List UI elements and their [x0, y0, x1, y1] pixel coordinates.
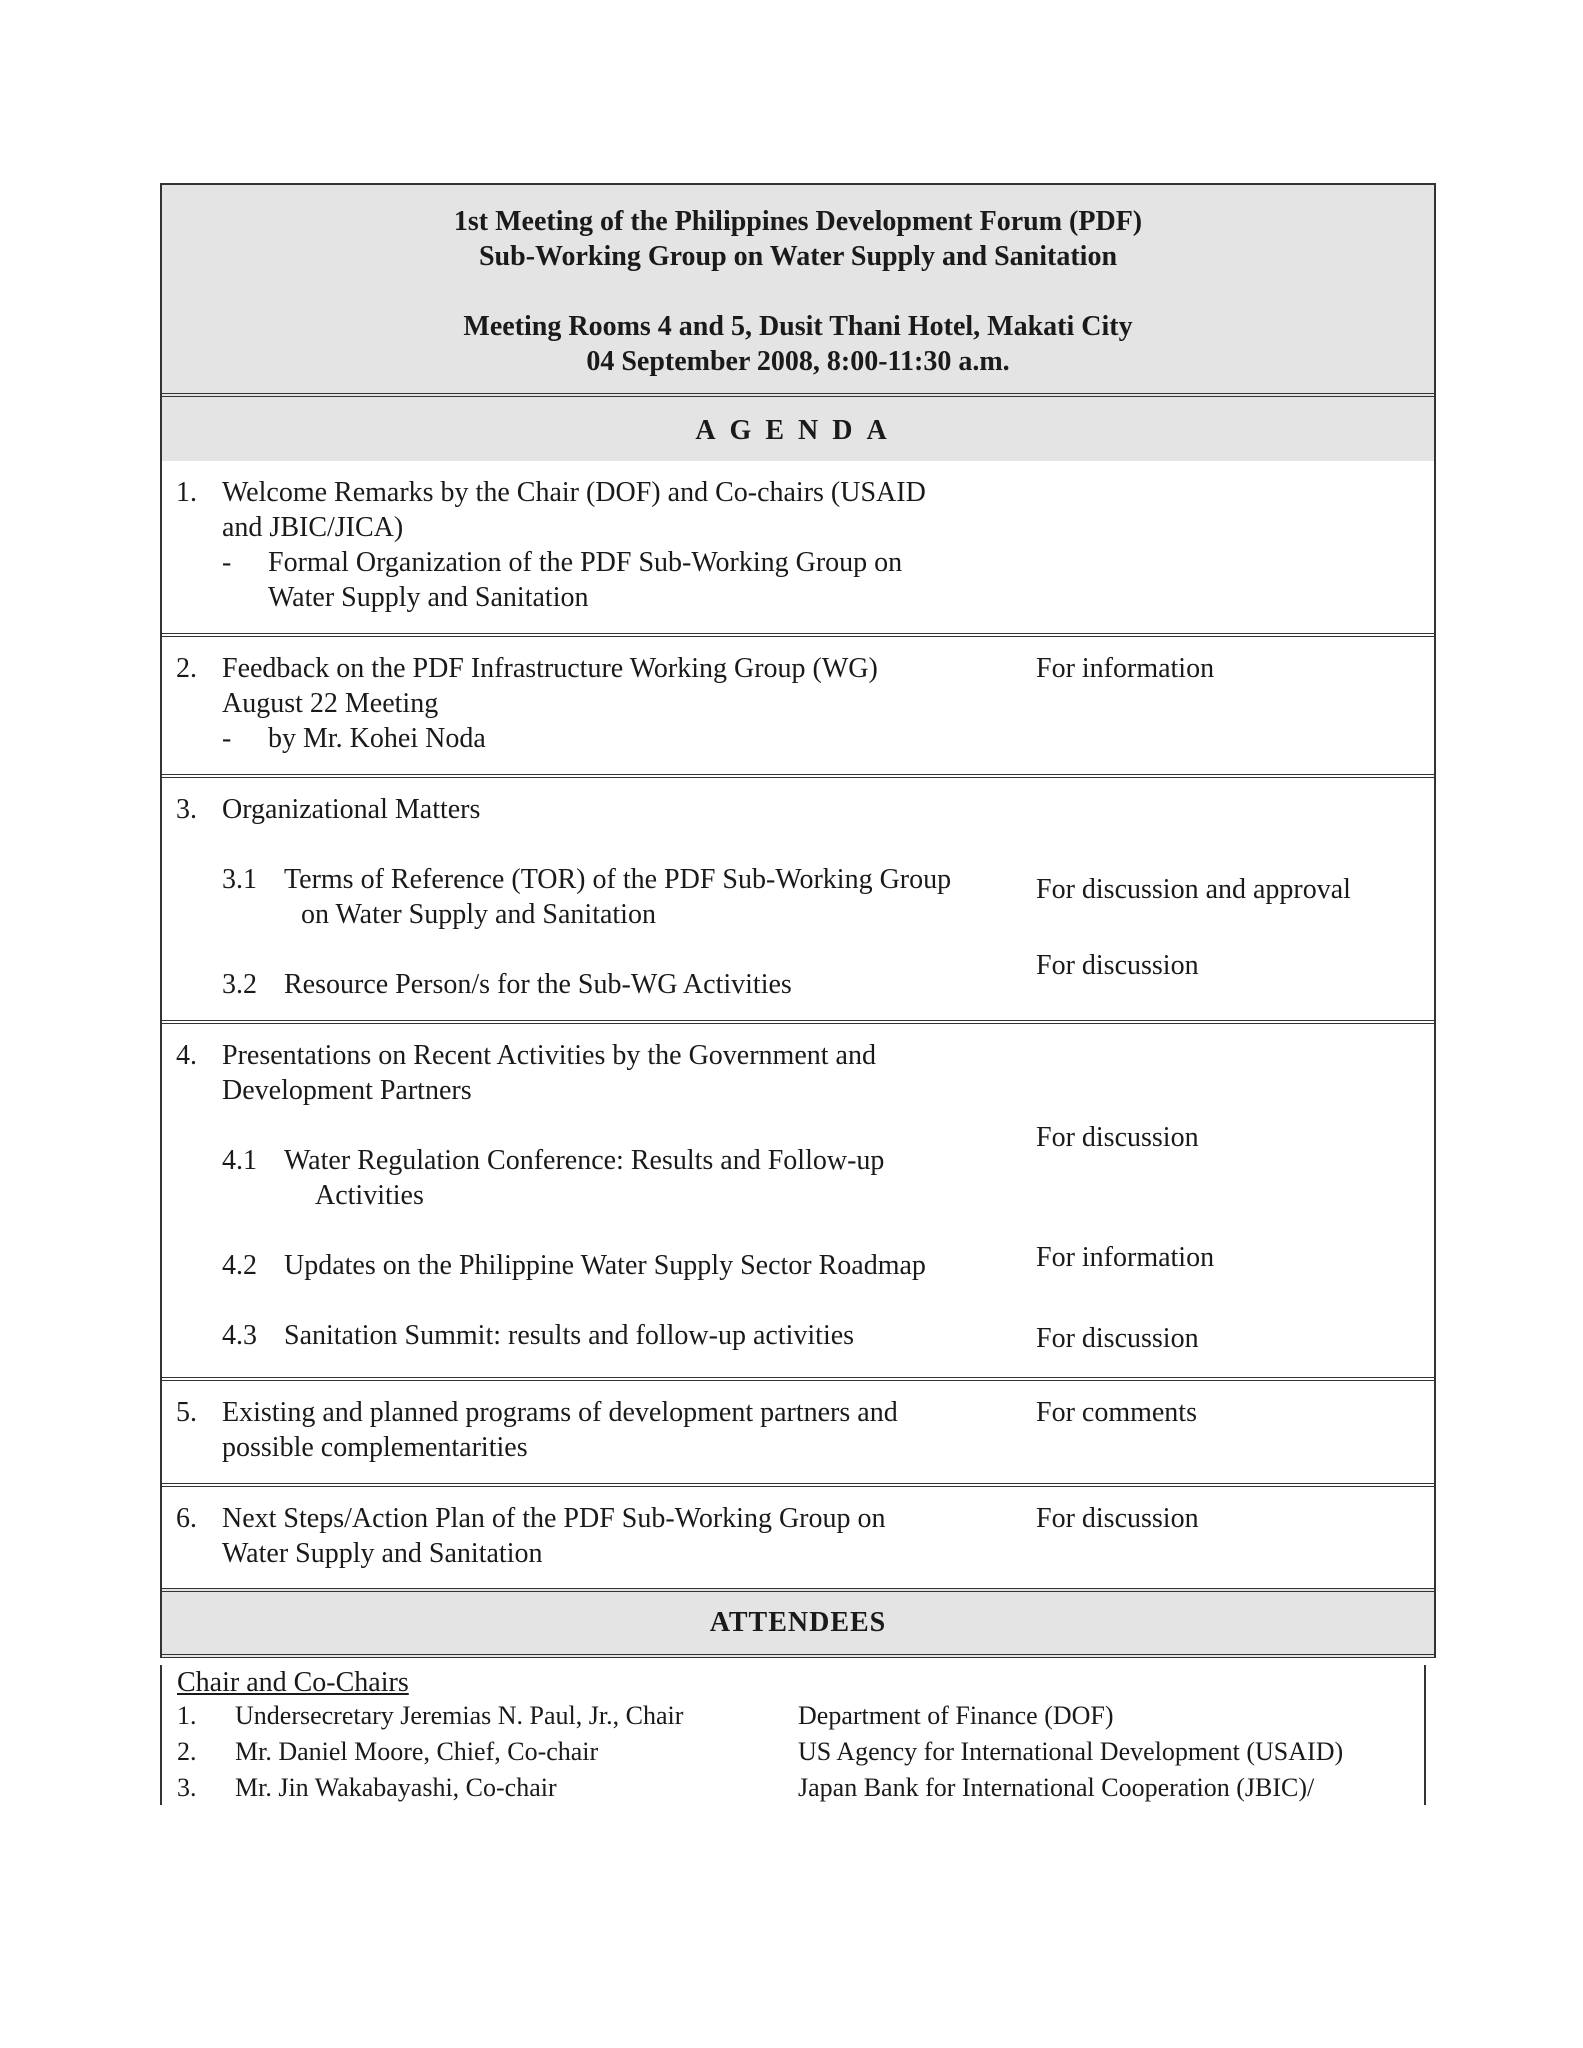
attendee-name: Mr. Jin Wakabayashi, Co-chair [235, 1773, 557, 1802]
attendee-name: Mr. Daniel Moore, Chief, Co-chair [235, 1737, 599, 1766]
item-text: and JBIC/JICA) [222, 512, 404, 543]
item-number: 1. [176, 477, 197, 508]
attendee-name: Undersecretary Jeremias N. Paul, Jr., Chair [235, 1701, 684, 1730]
header-subtitle: Sub-Working Group on Water Supply and Sanitation [478, 241, 1118, 272]
item-action [1034, 461, 1434, 633]
subitem-text: Resource Person/s for the Sub-WG Activities [284, 969, 792, 1000]
attendee-org: US Agency for International Development (USAID) [798, 1737, 1344, 1766]
dash-marker: - [222, 723, 232, 754]
item-number: 6. [176, 1503, 197, 1534]
item-text: Development Partners [222, 1075, 472, 1106]
subitem-text: on Water Supply and Sanitation [301, 899, 656, 930]
item-text: Organizational Matters [222, 794, 481, 825]
subitem-text: Updates on the Philippine Water Supply Sector Roadmap [284, 1250, 926, 1281]
subitem-number: 4.2 [222, 1250, 257, 1281]
attendees-group-heading: Chair and Co-Chairs [177, 1667, 409, 1698]
attendee-org: Japan Bank for International Cooperation (JBIC)/ [798, 1773, 1315, 1802]
subitem-text: Sanitation Summit: results and follow-up activities [284, 1320, 855, 1351]
item-action: For discussion [1036, 1122, 1199, 1153]
agenda-document [160, 183, 1436, 1658]
item-text: Presentations on Recent Activities by the Government and [222, 1040, 876, 1071]
item-action: For comments [1036, 1397, 1197, 1428]
item-text: Feedback on the PDF Infrastructure Working Group (WG) [222, 653, 878, 684]
agenda-row [162, 637, 1434, 778]
agenda-row [162, 461, 1434, 637]
item-action: For discussion [1036, 1503, 1199, 1534]
agenda-row [162, 1487, 1434, 1588]
item-text: Welcome Remarks by the Chair (DOF) and Co-chairs (USAID [222, 477, 926, 508]
item-number: 3. [176, 794, 197, 825]
attendee-org: Department of Finance (DOF) [798, 1701, 1114, 1730]
item-text: August 22 Meeting [222, 688, 439, 719]
attendee-row [177, 1734, 1417, 1770]
header-date: 04 September 2008, 8:00-11:30 a.m. [586, 346, 1010, 377]
attendee-row [177, 1770, 1417, 1806]
agenda-heading: AGENDA [162, 397, 1434, 461]
subitem-number: 3.1 [222, 864, 257, 895]
item-action: For discussion [1036, 950, 1199, 981]
item-number: 5. [176, 1397, 197, 1428]
agenda-row [162, 1024, 1434, 1381]
item-action: For information [1036, 1242, 1215, 1273]
item-action: For discussion and approval [1036, 874, 1351, 905]
sub-text: by Mr. Kohei Noda [268, 723, 486, 754]
item-text: Water Supply and Sanitation [222, 1538, 543, 1569]
document-header [162, 185, 1434, 397]
item-number: 2. [176, 653, 197, 684]
header-title: 1st Meeting of the Philippines Development Forum (PDF) [453, 206, 1143, 237]
item-number: 4. [176, 1040, 197, 1071]
subitem-text: Water Regulation Conference: Results and Follow-up [284, 1145, 885, 1176]
subitem-text: Activities [315, 1180, 424, 1211]
attendee-row [177, 1698, 1417, 1734]
attendee-number: 2. [177, 1737, 197, 1766]
agenda-row [162, 778, 1434, 1024]
sub-text: Formal Organization of the PDF Sub-Working Group on [268, 547, 903, 578]
header-venue: Meeting Rooms 4 and 5, Dusit Thani Hotel, Makati City [463, 311, 1133, 342]
item-text: possible complementarities [222, 1432, 528, 1463]
subitem-text: Terms of Reference (TOR) of the PDF Sub-Working Group [284, 864, 952, 895]
item-action: For information [1036, 653, 1215, 684]
agenda-row [162, 1381, 1434, 1487]
item-action: For discussion [1036, 1323, 1199, 1354]
attendee-number: 1. [177, 1701, 197, 1730]
subitem-number: 4.1 [222, 1145, 257, 1176]
attendee-number: 3. [177, 1773, 197, 1802]
subitem-number: 4.3 [222, 1320, 257, 1351]
sub-text: Water Supply and Sanitation [268, 582, 589, 613]
dash-marker: - [222, 547, 232, 578]
attendees-section [160, 1665, 1426, 1805]
subitem-number: 3.2 [222, 969, 257, 1000]
item-text: Existing and planned programs of development partners and [222, 1397, 898, 1428]
item-text: Next Steps/Action Plan of the PDF Sub-Working Group on [222, 1503, 886, 1534]
attendees-heading: ATTENDEES [162, 1588, 1434, 1658]
